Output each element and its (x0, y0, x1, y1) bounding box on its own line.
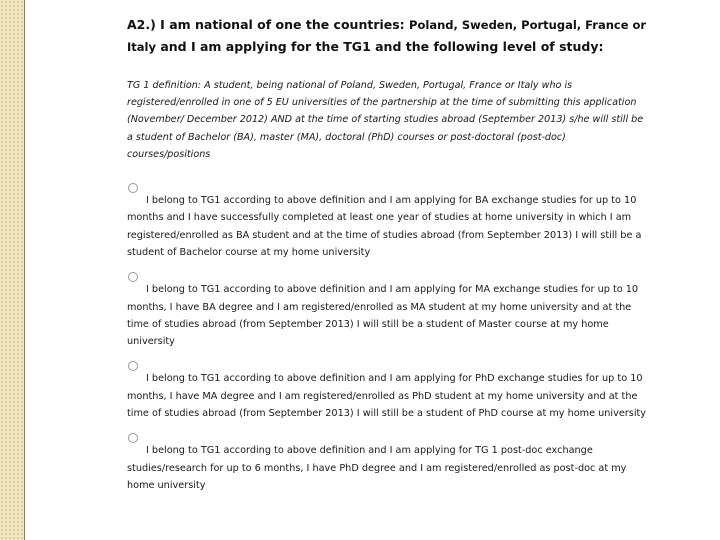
study-level-options (127, 183, 647, 494)
side-bar-border (24, 0, 25, 540)
question-heading (127, 14, 647, 58)
option-postdoc (127, 433, 647, 494)
form-section (127, 14, 647, 505)
tg1-definition: TG 1 definition: A student, being national of Poland, Sweden, Portugal, France or Italy who is registered/enrolled in one of 5 EU universities of the partnership at the time of submitting this application (November/ December 2012) AND at the time of starting studies abroad (September 2013) s/he will still be a student of Bachelor (BA), master (MA), doctoral (PhD) courses or post-doctoral (post-doc) courses/positions (127, 80, 644, 160)
heading-countries: Poland, Sweden, Portugal, France or Italy (127, 18, 647, 54)
option-ma (127, 272, 647, 350)
option-label: I belong to TG1 according to above definition and I am applying for PhD exchange studies for up to 10 months, I have MA degree and I am registered/enrolled as PhD student at my home university and at the time of studies abroad (from September 2013) I will still be a student of PhD course at my home university (127, 373, 647, 419)
option-ba (127, 183, 647, 261)
decorative-side-bar (0, 0, 24, 540)
option-label: I belong to TG1 according to above definition and I am applying for BA exchange studies for up to 10 months and I have successfully completed at least one year of studies at home university in which I am registered/enrolled as BA student and at the time of studies abroad (from September 2013) I will still be a student of Bachelor course at my home university (127, 195, 642, 258)
heading-suffix: and I am applying for the TG1 and the following level of study: (155, 39, 604, 54)
option-label: I belong to TG1 according to above definition and I am applying for TG 1 post-doc exchange studies/research for up to 6 months, I have PhD degree and I am registered/enrolled as post-doc at my home university (127, 445, 627, 491)
heading-prefix: A2.) I am national of one the countries: (127, 17, 410, 32)
option-label: I belong to TG1 according to above definition and I am applying for MA exchange studies for up to 10 months, I have BA degree and I am registered/enrolled as MA student at my home university and at the time of studies abroad (from September 2013) I will still be a student of Master course at my home university (127, 284, 639, 348)
option-phd (127, 361, 647, 422)
